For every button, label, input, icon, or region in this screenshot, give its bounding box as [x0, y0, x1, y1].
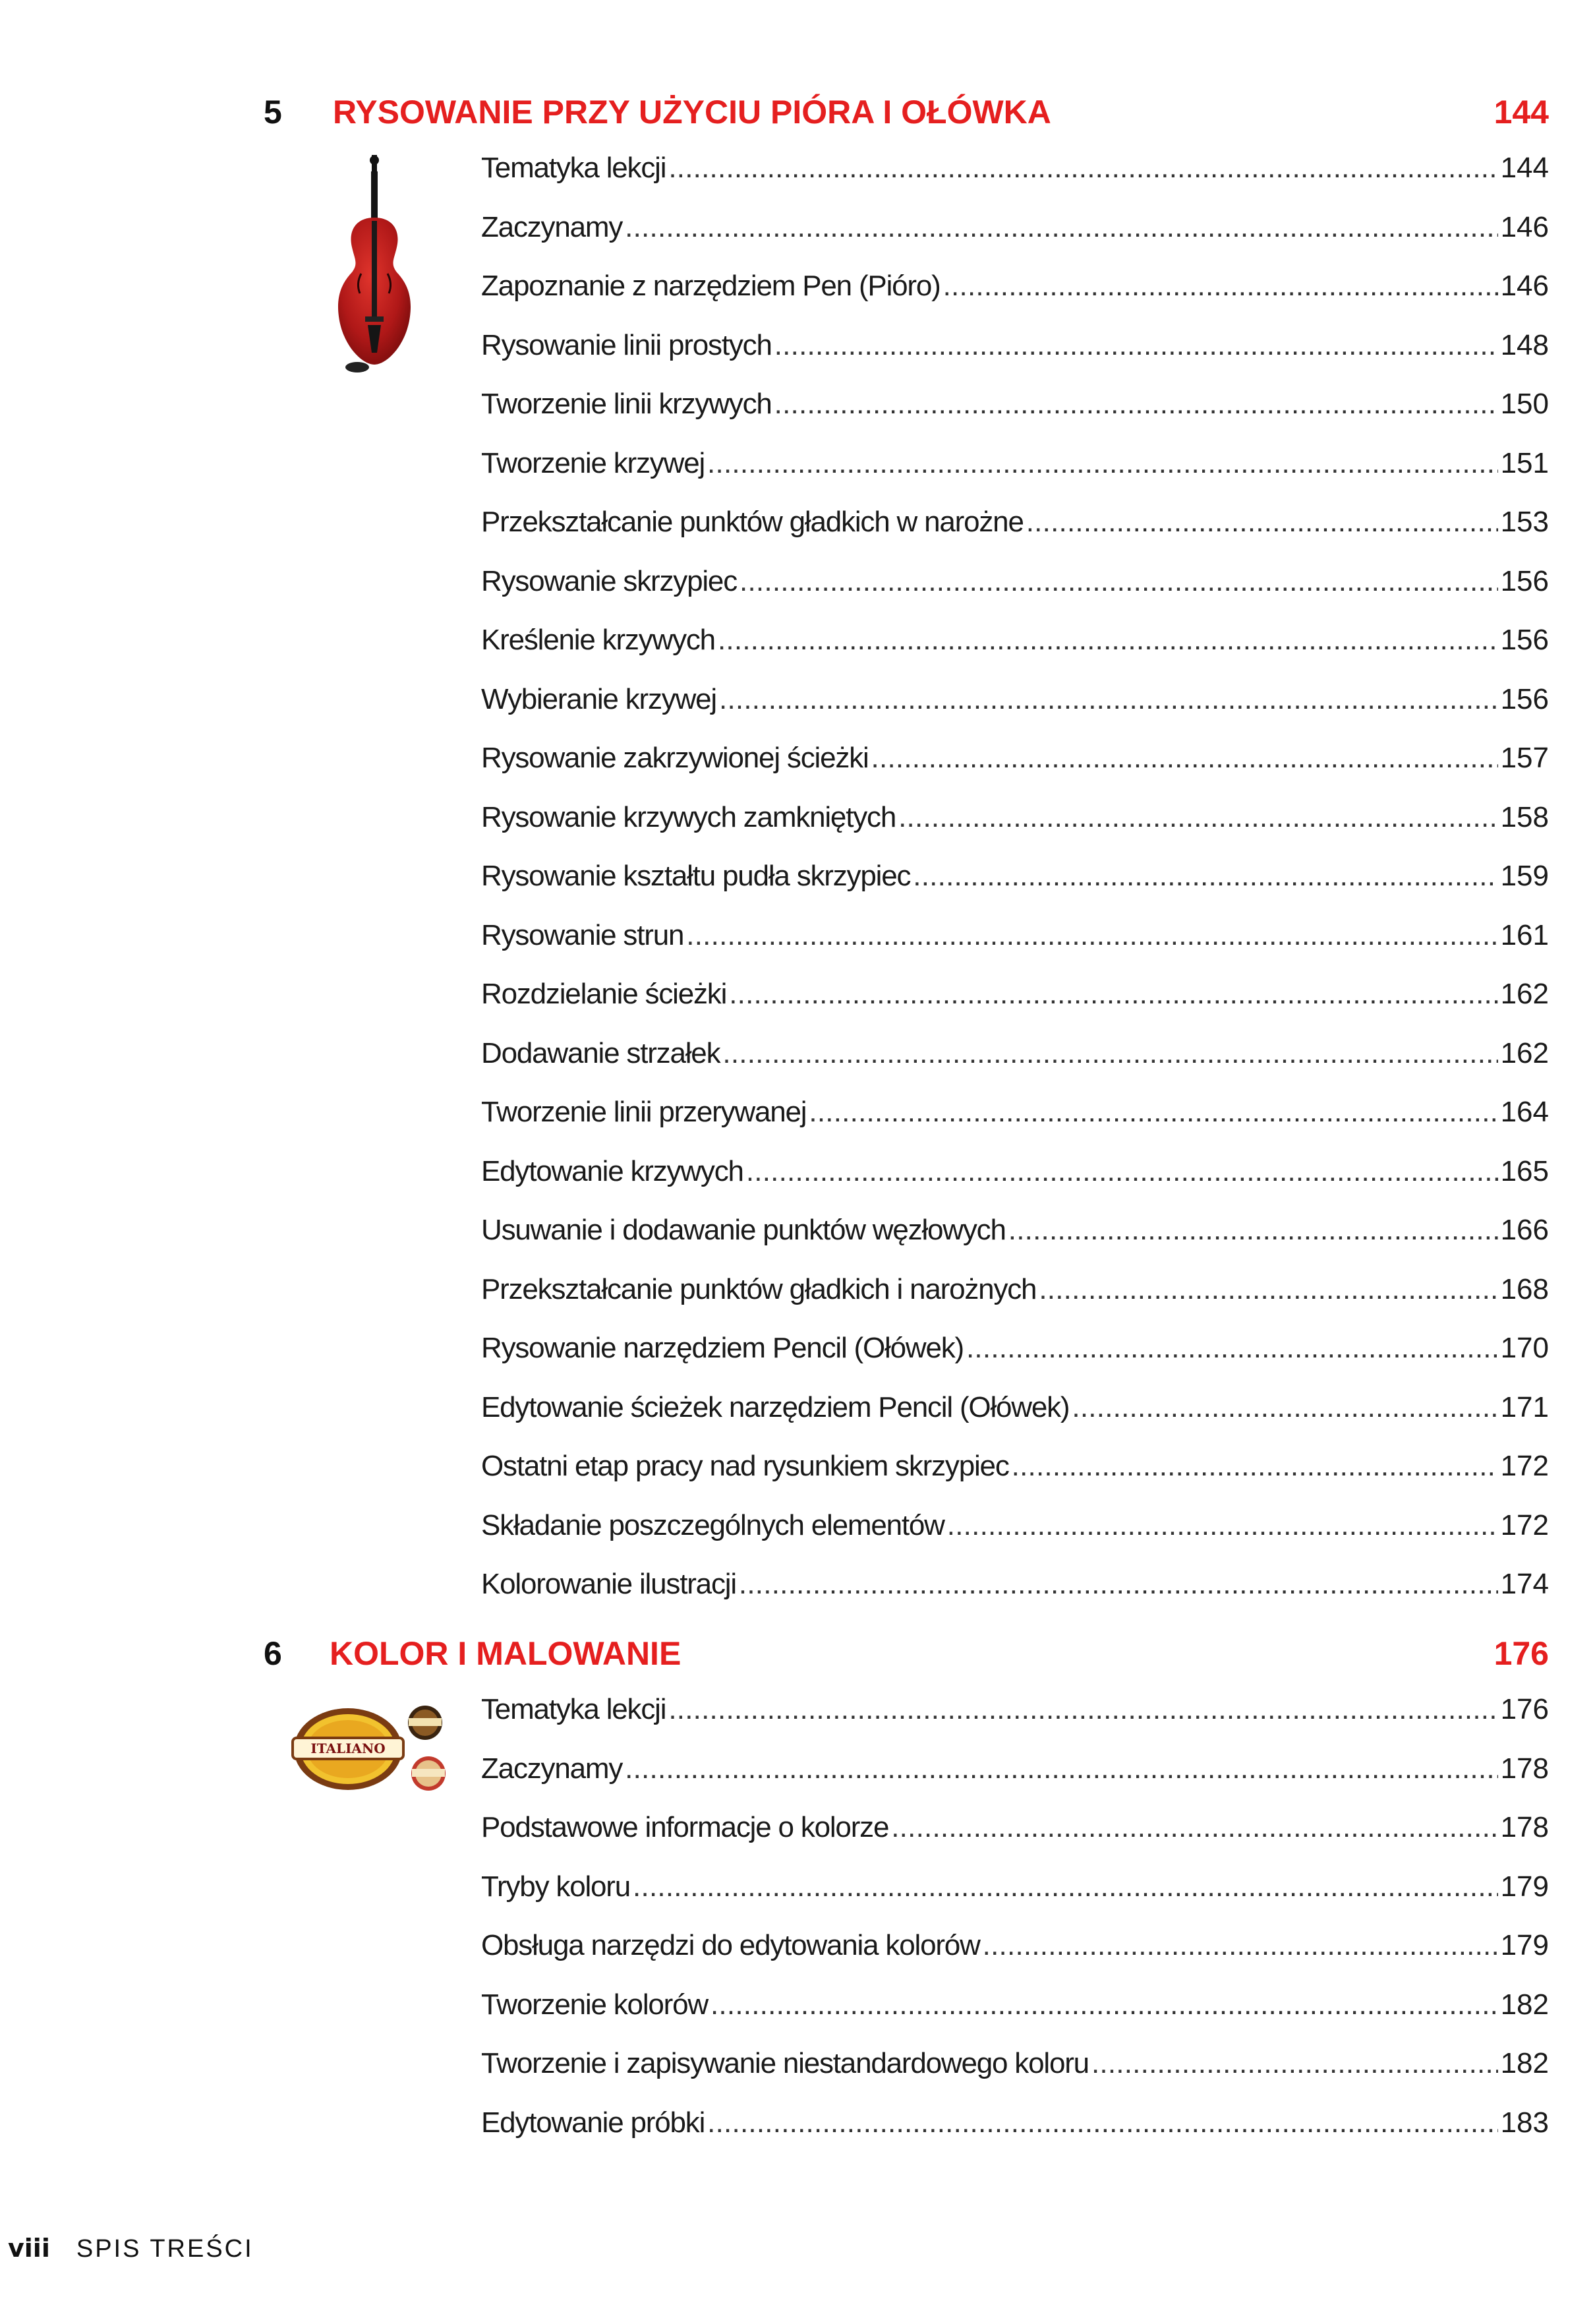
- chapter-5: [264, 86, 1549, 1614]
- dot-leader: [898, 788, 1497, 847]
- dot-leader: [707, 2093, 1497, 2153]
- dot-leader: [774, 316, 1498, 375]
- toc-entry[interactable]: [481, 256, 1549, 316]
- toc-entry-title: Edytowanie krzywych: [481, 1154, 743, 1187]
- toc-entry[interactable]: [481, 788, 1549, 847]
- toc-entry[interactable]: [481, 1319, 1549, 1378]
- toc-entry-page: 170: [1500, 1332, 1549, 1364]
- dot-leader: [983, 1916, 1498, 1975]
- toc-entry[interactable]: [481, 1437, 1549, 1496]
- toc-entry-title: Kolorowanie ilustracji: [481, 1568, 736, 1600]
- toc-entry[interactable]: [481, 1201, 1549, 1260]
- toc-entry-title: Tworzenie linii krzywych: [481, 388, 772, 420]
- toc-entry-page: 165: [1500, 1154, 1549, 1187]
- chapter-title: KOLOR I MALOWANIE: [330, 1635, 682, 1672]
- toc-entry[interactable]: [481, 1378, 1549, 1437]
- toc-entry[interactable]: [481, 374, 1549, 434]
- toc-entry-page: 151: [1500, 446, 1549, 479]
- toc-entry[interactable]: [481, 1024, 1549, 1083]
- toc-entry-page: 171: [1500, 1390, 1549, 1423]
- italiano-logo-icon: [290, 1700, 461, 1799]
- toc-entry-page: 168: [1500, 1272, 1549, 1305]
- toc-entry-title: Edytowanie próbki: [481, 2106, 705, 2139]
- toc-entry-page: 162: [1500, 1036, 1549, 1069]
- toc-entry-title: Przekształcanie punktów gładkich i narożnych: [481, 1272, 1037, 1305]
- toc-entry-title: Rysowanie kształtu pudła skrzypiec: [481, 860, 911, 892]
- toc-entry-page: 153: [1500, 506, 1549, 538]
- toc-entry-page: 156: [1500, 564, 1549, 597]
- footer-page-number: viii: [8, 2234, 50, 2263]
- dot-leader: [710, 1975, 1498, 2035]
- dot-leader: [746, 1142, 1498, 1201]
- toc-entry[interactable]: [481, 2093, 1549, 2153]
- toc-entry[interactable]: [481, 552, 1549, 611]
- toc-entry[interactable]: [481, 1496, 1549, 1555]
- toc-entry[interactable]: [481, 198, 1549, 257]
- toc-entry-title: Edytowanie ścieżek narzędziem Pencil (Ołówek): [481, 1390, 1070, 1423]
- dot-leader: [1072, 1378, 1497, 1437]
- toc-entry-page: 172: [1500, 1508, 1549, 1541]
- dot-leader: [668, 138, 1497, 198]
- chapter-heading: [264, 1627, 1549, 1680]
- chapter-page-number: 176: [1494, 1635, 1549, 1672]
- dot-leader: [891, 1798, 1497, 1857]
- toc-entry-page: 146: [1500, 210, 1549, 243]
- toc-entry[interactable]: [481, 729, 1549, 788]
- toc-entry-page: 156: [1500, 682, 1549, 715]
- toc-entry-title: Podstawowe informacje o kolorze: [481, 1811, 889, 1843]
- toc-entry[interactable]: [481, 2034, 1549, 2093]
- dot-leader: [718, 611, 1498, 670]
- toc-entry-title: Zapoznanie z narzędziem Pen (Pióro): [481, 270, 941, 302]
- chapter-number: 6: [264, 1635, 282, 1672]
- toc-entry[interactable]: [481, 1680, 1549, 1739]
- toc-entry-page: 158: [1500, 800, 1549, 833]
- dot-leader: [668, 1680, 1497, 1739]
- toc-entry-title: Rysowanie narzędziem Pencil (Ołówek): [481, 1332, 964, 1364]
- toc-entry-page: 162: [1500, 978, 1549, 1010]
- toc-entry-title: Ostatni etap pracy nad rysunkiem skrzypiec: [481, 1450, 1009, 1482]
- toc-entry-title: Rysowanie linii prostych: [481, 328, 772, 361]
- chapter-title: RYSOWANIE PRZY UŻYCIU PIÓRA I OŁÓWKA: [333, 94, 1051, 131]
- toc-entry[interactable]: [481, 1260, 1549, 1319]
- dot-leader: [947, 1496, 1498, 1555]
- dot-leader: [913, 847, 1497, 906]
- toc-entries: [481, 138, 1549, 1614]
- toc-entry-page: 183: [1500, 2106, 1549, 2139]
- toc-entry-page: 178: [1500, 1811, 1549, 1843]
- toc-entry-page: 156: [1500, 624, 1549, 656]
- dot-leader: [1012, 1437, 1498, 1496]
- toc-entry-title: Tryby koloru: [481, 1870, 631, 1903]
- toc-entry[interactable]: [481, 1142, 1549, 1201]
- toc-entry[interactable]: [481, 1739, 1549, 1799]
- logo-text: ITALIANO: [310, 1741, 386, 1756]
- dot-leader: [625, 1739, 1497, 1799]
- dot-leader: [625, 198, 1497, 257]
- toc-entry-title: Zaczynamy: [481, 210, 623, 243]
- toc-entry[interactable]: [481, 1916, 1549, 1975]
- toc-entry-title: Tworzenie krzywej: [481, 446, 705, 479]
- dot-leader: [809, 1083, 1497, 1142]
- toc-entry-title: Przekształcanie punktów gładkich w narożne: [481, 506, 1024, 538]
- dot-leader: [1008, 1201, 1498, 1260]
- toc-entry[interactable]: [481, 316, 1549, 375]
- toc-entry-page: 178: [1500, 1752, 1549, 1785]
- toc-entry-title: Zaczynamy: [481, 1752, 623, 1785]
- toc-entry-title: Kreślenie krzywych: [481, 624, 715, 656]
- toc-entry-title: Dodawanie strzałek: [481, 1036, 720, 1069]
- toc-entry[interactable]: [481, 611, 1549, 670]
- toc-entry-page: 179: [1500, 1929, 1549, 1961]
- toc-entry-title: Składanie poszczególnych elementów: [481, 1508, 944, 1541]
- toc-entry-page: 159: [1500, 860, 1549, 892]
- toc-entry-title: Rysowanie krzywych zamkniętych: [481, 800, 896, 833]
- dot-leader: [740, 552, 1498, 611]
- chapter-page-number: 144: [1494, 94, 1549, 131]
- toc-entry[interactable]: [481, 906, 1549, 965]
- toc-entry[interactable]: [481, 492, 1549, 552]
- toc-entry-title: Rozdzielanie ścieżki: [481, 978, 727, 1010]
- toc-entry-title: Wybieranie krzywej: [481, 682, 716, 715]
- toc-entry-page: 157: [1500, 742, 1549, 774]
- dot-leader: [774, 374, 1498, 434]
- toc-entry[interactable]: [481, 1857, 1549, 1917]
- toc-entry-title: Tworzenie i zapisywanie niestandardowego koloru: [481, 2047, 1089, 2079]
- toc-entries: [481, 1680, 1549, 2152]
- dot-leader: [943, 256, 1498, 316]
- toc-entry-title: Tworzenie linii przerywanej: [481, 1096, 807, 1128]
- toc-entry-page: 148: [1500, 328, 1549, 361]
- toc-entry-page: 174: [1500, 1568, 1549, 1600]
- toc-entry-title: Rysowanie strun: [481, 918, 684, 951]
- toc-entry-page: 146: [1500, 270, 1549, 302]
- toc-entry[interactable]: [481, 1083, 1549, 1142]
- toc-entry-title: Rysowanie skrzypiec: [481, 564, 738, 597]
- dot-leader: [1039, 1260, 1497, 1319]
- toc-entry[interactable]: [481, 1975, 1549, 2035]
- dot-leader: [739, 1555, 1498, 1614]
- toc-entry-title: Tematyka lekcji: [481, 152, 666, 184]
- toc-entry-title: Tworzenie kolorów: [481, 1988, 708, 2021]
- toc-entry-title: Rysowanie zakrzywionej ścieżki: [481, 742, 869, 774]
- toc-entry-page: 179: [1500, 1870, 1549, 1903]
- dot-leader: [1026, 492, 1498, 552]
- toc-entry-title: Tematyka lekcji: [481, 1693, 666, 1725]
- toc-entry-page: 161: [1500, 918, 1549, 951]
- dot-leader: [719, 670, 1498, 729]
- toc-entry-page: 182: [1500, 2047, 1549, 2079]
- toc-entry-page: 176: [1500, 1693, 1549, 1725]
- dot-leader: [722, 1024, 1497, 1083]
- toc-entry[interactable]: [481, 434, 1549, 493]
- toc-entry[interactable]: [481, 670, 1549, 729]
- dot-leader: [1091, 2034, 1498, 2093]
- toc-entry[interactable]: [481, 138, 1549, 198]
- page-footer: [8, 2234, 254, 2263]
- dot-leader: [871, 729, 1498, 788]
- dot-leader: [633, 1857, 1498, 1917]
- chapter-heading: [264, 86, 1549, 138]
- toc-entry[interactable]: [481, 847, 1549, 906]
- dot-leader: [707, 434, 1498, 493]
- dot-leader: [729, 965, 1497, 1024]
- toc-entry[interactable]: [481, 965, 1549, 1024]
- toc-entry-page: 166: [1500, 1214, 1549, 1246]
- toc-entry-title: Obsługa narzędzi do edytowania kolorów: [481, 1929, 980, 1961]
- footer-section-label: SPIS TREŚCI: [76, 2235, 254, 2263]
- toc-entry-page: 164: [1500, 1096, 1549, 1128]
- toc-entry-page: 150: [1500, 388, 1549, 420]
- dot-leader: [686, 906, 1497, 965]
- toc-entry[interactable]: [481, 1798, 1549, 1857]
- toc-entry[interactable]: [481, 1555, 1549, 1614]
- violin-icon: [330, 155, 422, 372]
- toc-entry-page: 144: [1500, 152, 1549, 184]
- dot-leader: [966, 1319, 1498, 1378]
- toc-entry-page: 172: [1500, 1450, 1549, 1482]
- toc-entry-title: Usuwanie i dodawanie punktów węzłowych: [481, 1214, 1006, 1246]
- toc-entry-page: 182: [1500, 1988, 1549, 2021]
- chapter-number: 5: [264, 94, 282, 131]
